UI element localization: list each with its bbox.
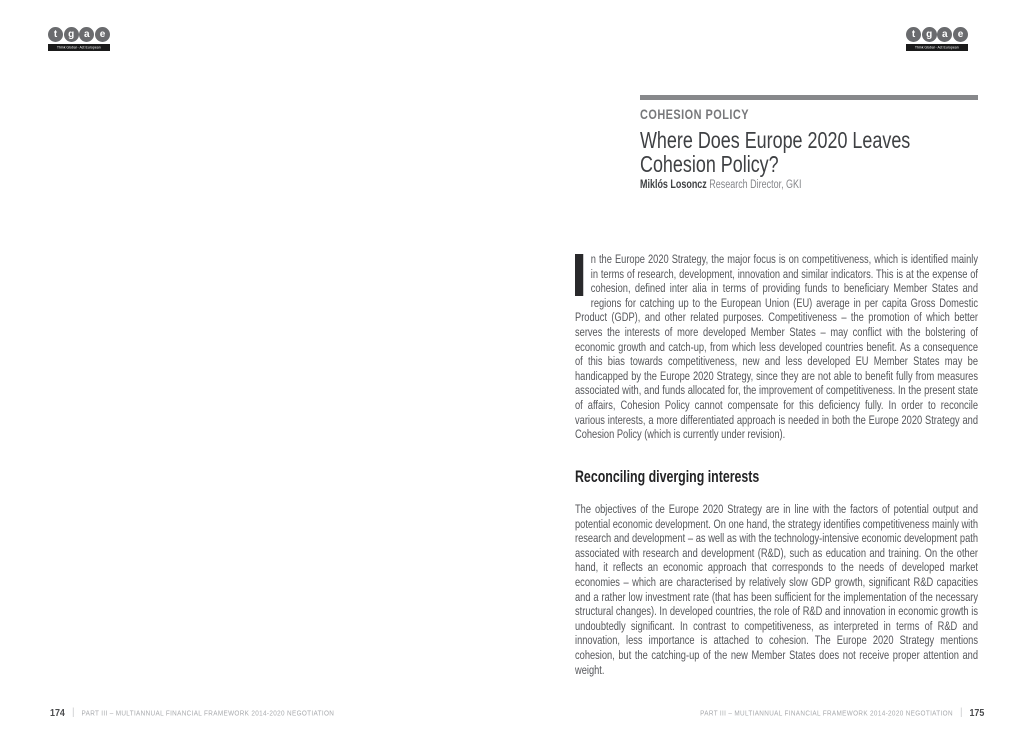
dropcap-letter: [575, 254, 583, 296]
section-kicker: COHESION POLICY: [640, 106, 749, 122]
tgae-logo-circles: [48, 27, 110, 43]
footer-series-title: PART III – MULTIANNUAL FINANCIAL FRAMEWORK 2014-2020 NEGOTIATION: [699, 708, 953, 718]
article-header: [640, 95, 978, 192]
logo-letter-a: a: [937, 27, 952, 42]
footer-separator: |: [72, 707, 75, 719]
page-number-left: 174: [50, 706, 65, 719]
intro-paragraph: [575, 252, 978, 442]
footer-separator: |: [959, 707, 962, 719]
logo-letter-g: g: [64, 27, 79, 42]
logo-letter-t: t: [906, 27, 921, 42]
article-title: [640, 128, 978, 176]
body-paragraph-block: [575, 502, 978, 677]
footer-series-title: PART III – MULTIANNUAL FINANCIAL FRAMEWORK 2014-2020 NEGOTIATION: [81, 708, 335, 718]
header-rule-bar: [640, 95, 978, 100]
tgae-logo-right: [906, 27, 968, 51]
author-name: Miklós Losoncz: [640, 179, 707, 191]
article-title-line-1: Where Does Europe 2020 Leaves: [640, 127, 911, 153]
logo-letter-e: e: [95, 27, 110, 42]
article-title-line-2: Cohesion Policy?: [640, 151, 779, 177]
logo-letter-t: t: [48, 27, 63, 42]
author-byline: [640, 179, 978, 192]
logo-letter-g: g: [922, 27, 937, 42]
author-role: Research Director, GKI: [709, 179, 802, 191]
logo-tagline: Think Global - Act European: [57, 45, 101, 50]
body-paragraph: The objectives of the Europe 2020 Strategy are in line with the factors of potential output and potential economic development. On one hand, the strategy identifies competitiveness mainly with research and development – as well as with the technology-intensive economic development path associated with research and development (R&D), such as education and training. On the other hand, it reflects an economic approach that corresponds to the needs of developed market economies – which are characterised by relatively slow GDP growth, significant R&D capacities and a rather low investment rate (that has been sufficient for the implementation of the necessary structural changes). In developed countries, the role of R&D and innovation in economic growth is undoubtedly significant. In contrast to competitiveness, as interpreted in terms of R&D and innovation, less importance is attached to cohesion. The Europe 2020 Strategy mentions cohesion, but the catching-up of the new Member States does not receive proper attention and weight.: [575, 502, 978, 677]
tgae-logo-circles: [906, 27, 968, 43]
page-number-right: 175: [969, 706, 984, 719]
logo-tagline-bar: [906, 44, 968, 51]
intro-paragraph-block: [575, 252, 978, 442]
section-heading: Reconciling diverging interests: [575, 468, 760, 486]
footer-left: [50, 704, 384, 722]
section-heading-block: [575, 468, 978, 487]
logo-letter-e: e: [953, 27, 968, 42]
intro-paragraph-text: n the Europe 2020 Strategy, the major focus is on competitiveness, which is identified mainly in terms of research, development, innovation and similar indicators. This is at the expense of cohesion, defined inter alia in terms of providing funds to beneficiary Member States and regions for catching up to the European Union (EU) average in per capita Gross Domestic Product (GDP), and other related purposes. Competitiveness – the promotion of which better serves the interests of more developed Member States – may conflict with the bolstering of economic growth and catch-up, from which less developed countries benefit. As a consequence of this bias towards competitiveness, new and less developed EU Member States may be handicapped by the Europe 2020 Strategy, since they are not able to benefit fully from measures associated with, and funds allocated for, the improvement of competitiveness. In the present state of affairs, Cohesion Policy cannot compensate for this deficiency fully. In order to reconcile various interests, a more differentiated approach is needed in both the Europe 2020 Strategy and Cohesion Policy (which is currently under revision).: [575, 252, 978, 442]
logo-tagline-bar: [48, 44, 110, 51]
tgae-logo-left: [48, 27, 110, 51]
logo-letter-a: a: [79, 27, 94, 42]
footer-right: [650, 704, 984, 722]
logo-tagline: Think Global - Act European: [915, 45, 959, 50]
